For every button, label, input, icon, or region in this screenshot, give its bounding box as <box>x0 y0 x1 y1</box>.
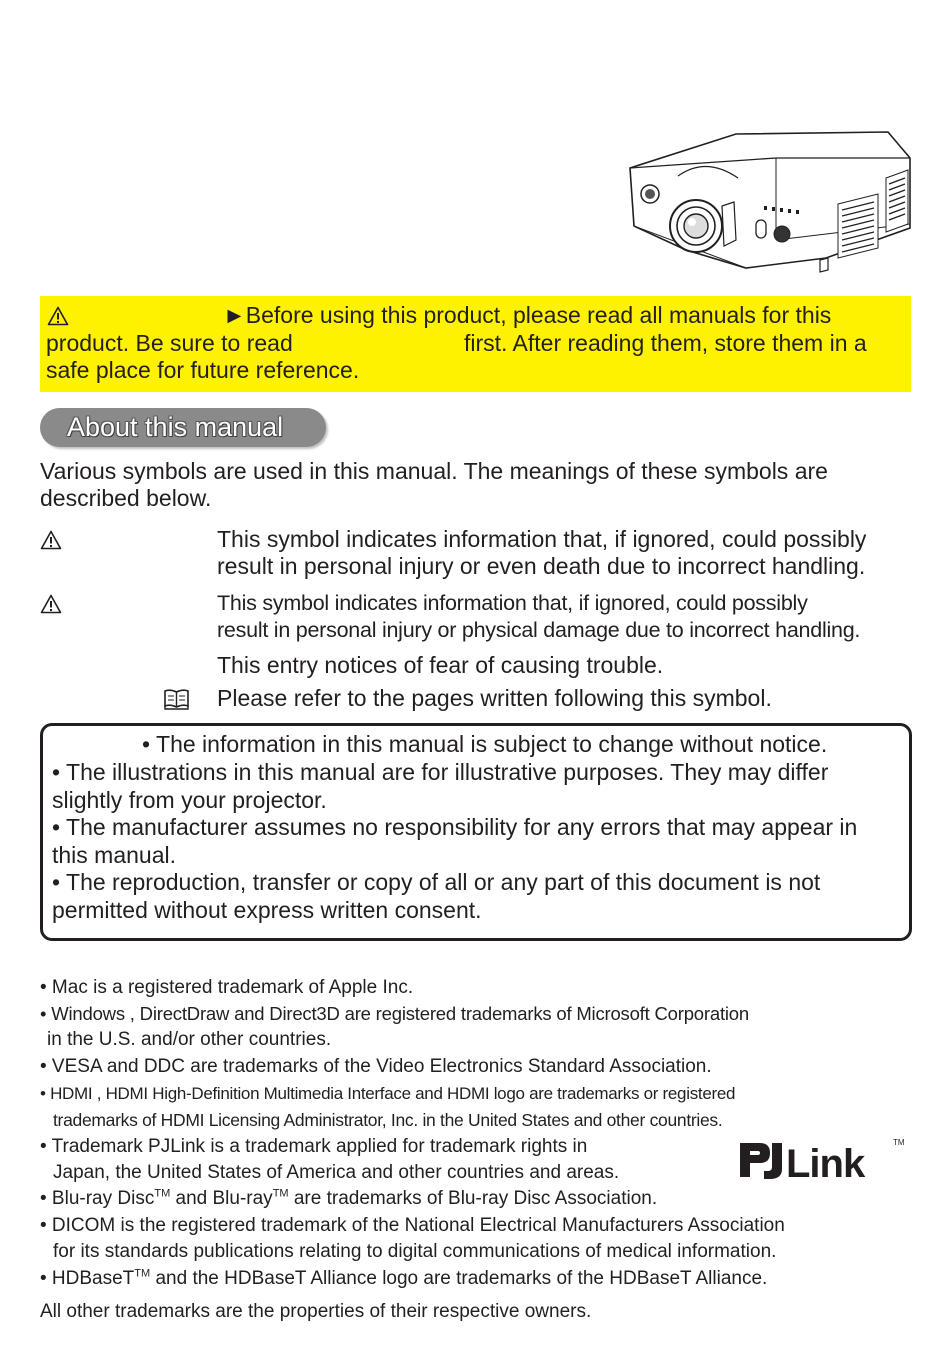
trademark-footer: All other trademarks are the properties of their respective owners. <box>40 1301 592 1322</box>
projector-illustration <box>626 128 914 278</box>
banner-line-2a: product. Be sure to read <box>46 330 293 356</box>
trademark-dicom-line-2: for its standards publications relating to digital communications of medical information. <box>53 1241 777 1262</box>
trademark-mac: • Mac is a registered trademark of Apple Inc. <box>40 977 414 998</box>
trademark-hdmi-line-2: trademarks of HDMI Licensing Administrator, Inc. in the United States and other countries. <box>53 1110 723 1130</box>
symbol-caution-line-1: This symbol indicates information that, if ignored, could possibly <box>217 591 808 615</box>
section-heading-text: About this manual <box>67 412 284 442</box>
notice-line-7: permitted without express written consent. <box>52 897 482 923</box>
trademark-bluray-a: • Blu-ray Disc <box>40 1188 155 1209</box>
trademark-hdbaset-b: and the HDBaseT Alliance logo are trademarks of the HDBaseT Alliance. <box>150 1268 768 1289</box>
pjlink-logo <box>738 1135 908 1181</box>
trademark-hdbaset <box>40 1267 767 1291</box>
warning-triangle-icon <box>47 306 69 326</box>
caution-triangle-icon <box>40 594 62 614</box>
trademark-bluray-c: are trademarks of Blu-ray Disc Association. <box>288 1188 658 1209</box>
notice-line-5: this manual. <box>52 842 177 868</box>
symbol-warning-line-2: result in personal injury or even death due to incorrect handling. <box>217 553 866 579</box>
intro-line-2: described below. <box>40 485 212 511</box>
warning-banner <box>40 296 911 392</box>
section-heading-pill <box>40 408 326 447</box>
intro-line-1: Various symbols are used in this manual. The meanings of these symbols are <box>40 458 828 484</box>
symbol-notice-line: This entry notices of fear of causing trouble. <box>217 652 664 678</box>
tm-mark: TM <box>134 1267 151 1280</box>
notice-line-1: • The information in this manual is subject to change without notice. <box>142 731 828 757</box>
trademark-pjlink-line-2: Japan, the United States of America and other countries and areas. <box>53 1162 620 1183</box>
trademark-bluray-b: and Blu-ray <box>170 1188 273 1209</box>
warning-triangle-icon <box>40 530 62 550</box>
banner-line-1: ►Before using this product, please read all manuals for this <box>223 302 832 328</box>
tm-mark: TM <box>154 1187 171 1200</box>
trademark-bluray <box>40 1187 657 1211</box>
trademark-windows-line-1: • Windows , DirectDraw and Direct3D are registered trademarks of Microsoft Corporation <box>40 1003 749 1024</box>
tm-mark: TM <box>272 1187 289 1200</box>
trademark-hdbaset-a: • HDBaseT <box>40 1268 135 1289</box>
trademark-pjlink-line-1: • Trademark PJLink is a trademark applied for trademark rights in <box>40 1136 588 1157</box>
symbol-warning-line-1: This symbol indicates information that, if ignored, could possibly <box>217 526 867 552</box>
trademark-vesa: • VESA and DDC are trademarks of the Video Electronics Standard Association. <box>40 1056 712 1077</box>
svg-text:TM: TM <box>893 1138 905 1147</box>
svg-text:Link: Link <box>786 1142 865 1181</box>
notice-line-2: • The illustrations in this manual are for illustrative purposes. They may differ <box>52 759 829 785</box>
trademark-hdmi-line-1: • HDMI , HDMI High-Definition Multimedia Interface and HDMI logo are trademarks or registered <box>40 1084 736 1103</box>
notice-line-4: • The manufacturer assumes no responsibility for any errors that may appear in <box>52 814 858 840</box>
symbol-reference-line: Please refer to the pages written following this symbol. <box>217 685 772 711</box>
book-icon <box>163 688 190 710</box>
notice-line-6: • The reproduction, transfer or copy of all or any part of this document is not <box>52 869 821 895</box>
banner-line-2b: first. After reading them, store them in a <box>464 330 867 356</box>
banner-line-3: safe place for future reference. <box>46 357 360 383</box>
notice-box <box>40 723 912 941</box>
notice-line-3: slightly from your projector. <box>52 787 327 813</box>
symbol-caution-line-2: result in personal injury or physical damage due to incorrect handling. <box>217 618 861 642</box>
trademark-windows-line-2: in the U.S. and/or other countries. <box>47 1029 332 1050</box>
trademark-dicom-line-1: • DICOM is the registered trademark of the National Electrical Manufacturers Association <box>40 1215 785 1236</box>
